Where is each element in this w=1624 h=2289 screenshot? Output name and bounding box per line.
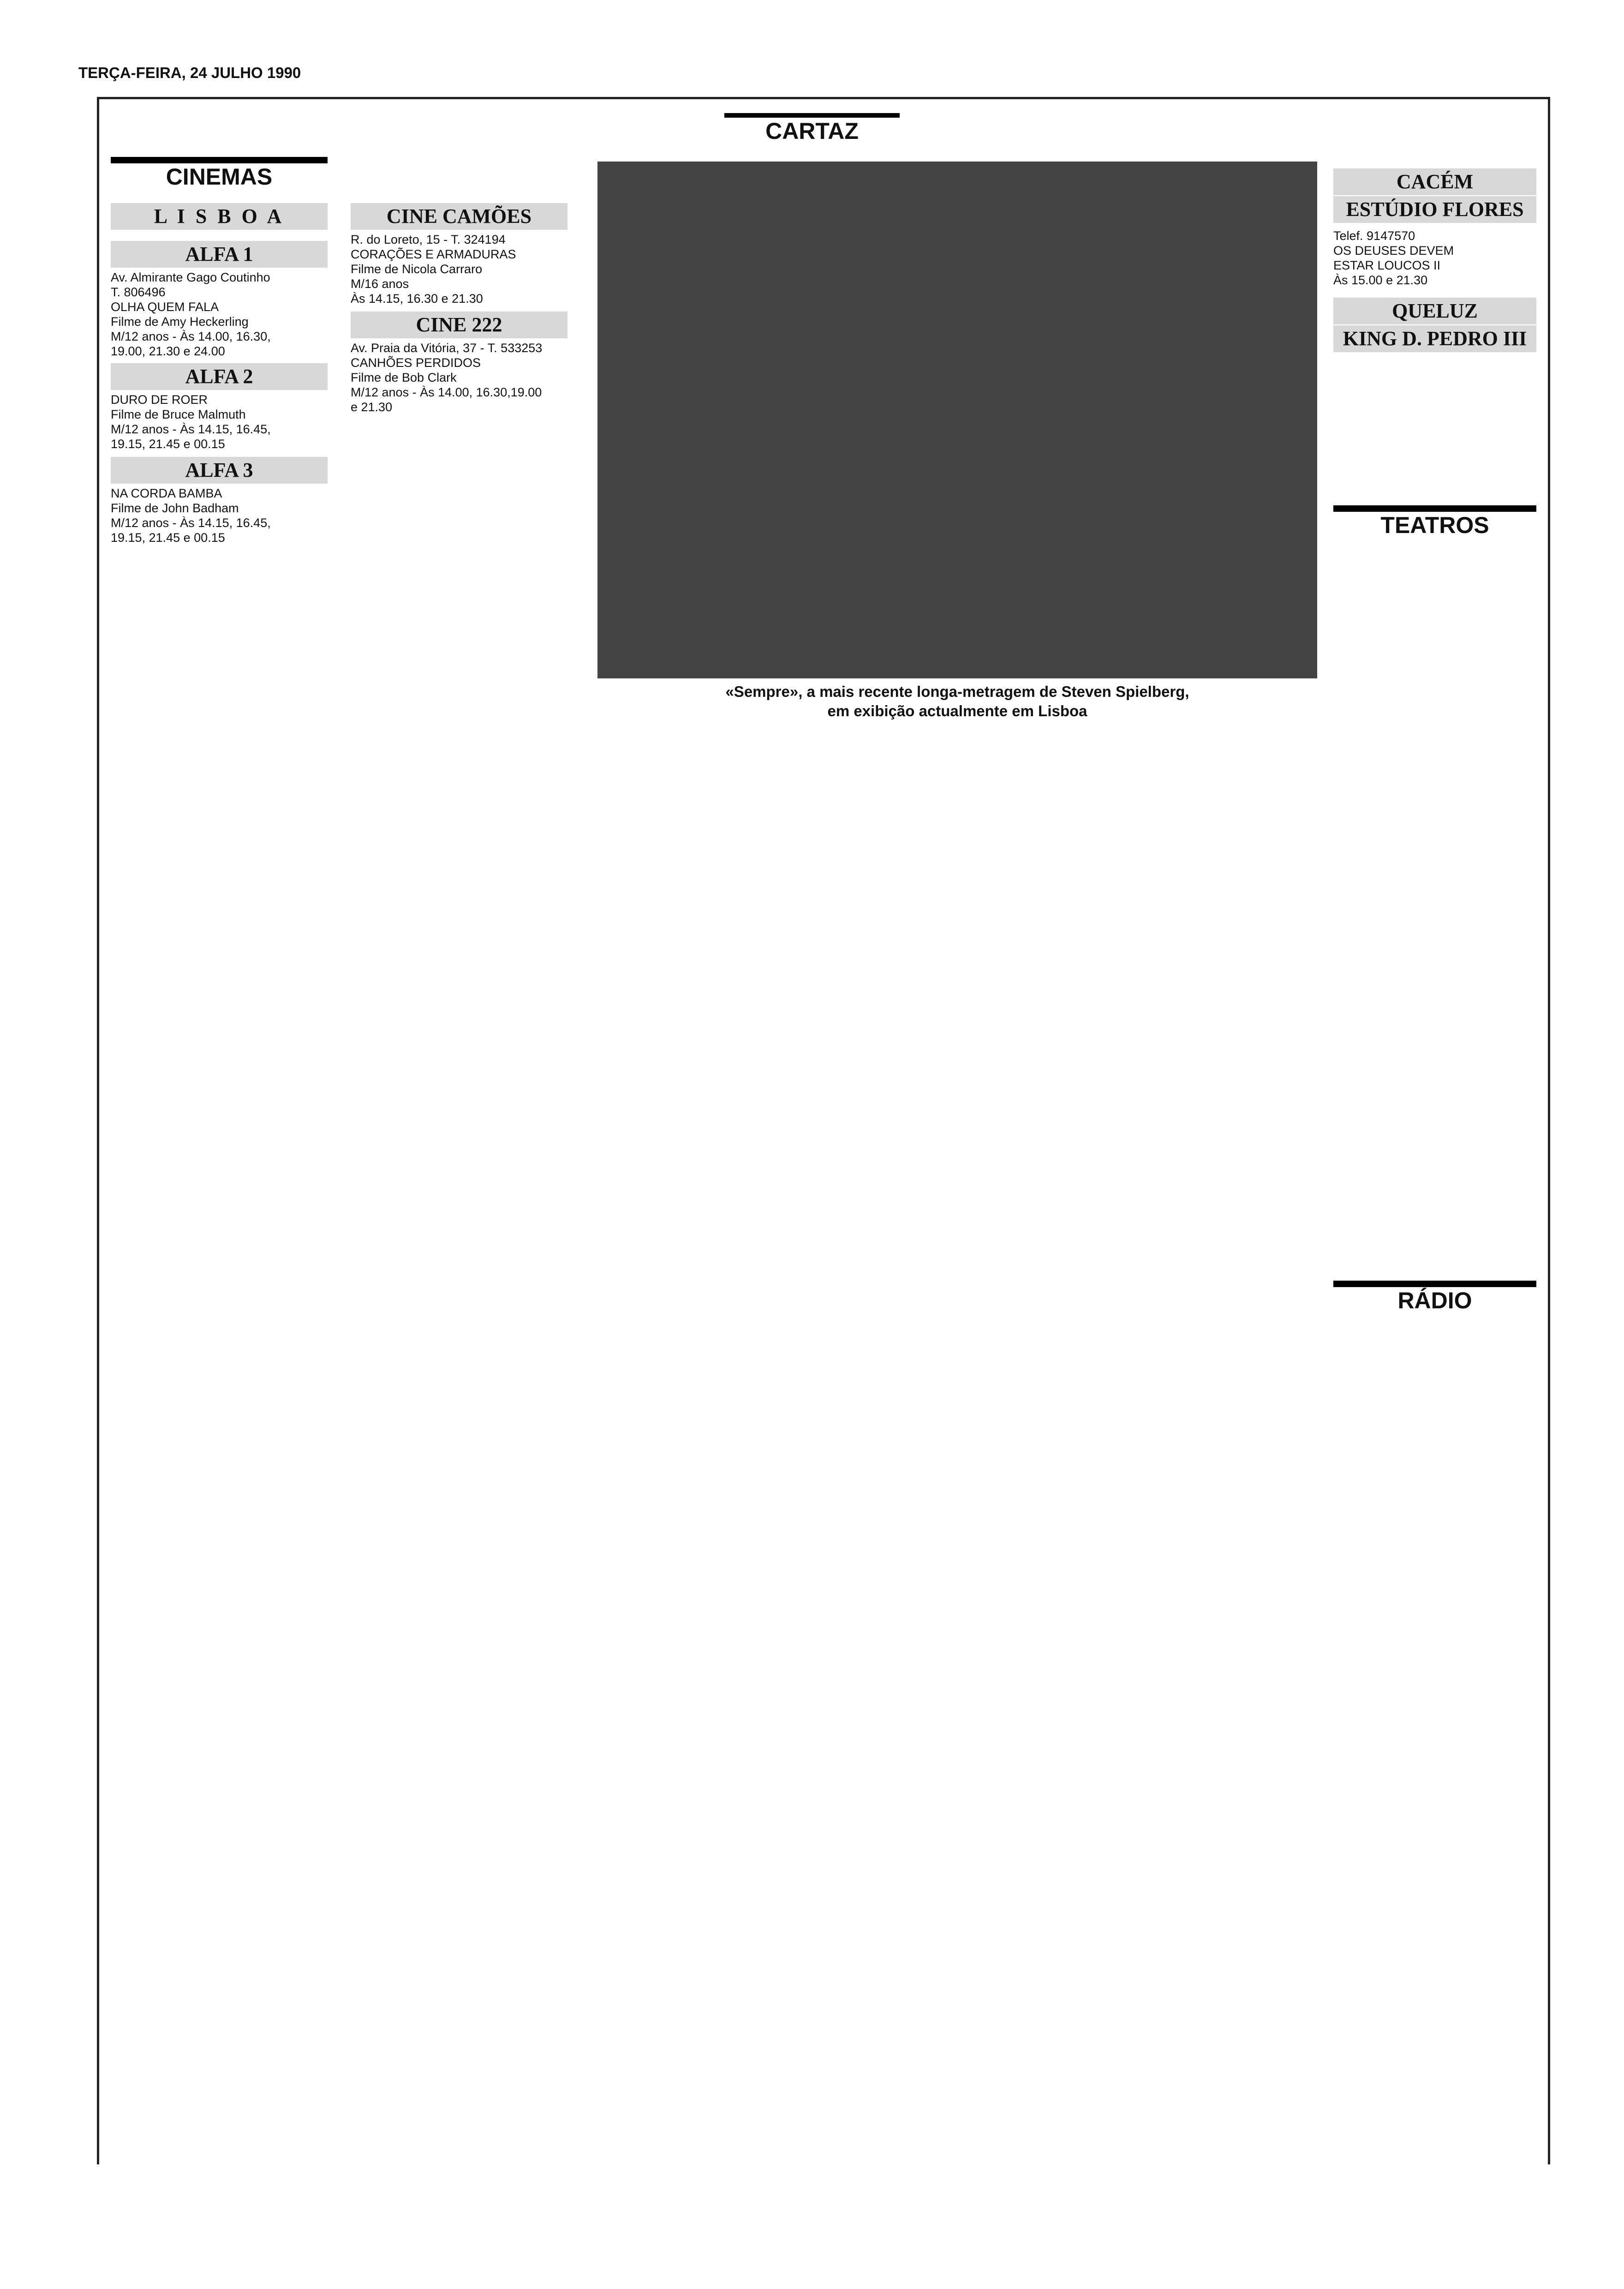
cinema-listing: NA CORDA BAMBA Filme de John Badham M/12 anos - Às 14.15, 16.45, 19.15, 21.45 e 00.15	[111, 486, 271, 545]
teatros-title: TEATROS	[1333, 505, 1536, 539]
cinema-name: CINE CAMÕES	[351, 203, 567, 230]
cinema-listing: Av. Praia da Vitória, 37 - T. 533253 CANHÕES PERDIDOS Filme de Bob Clark M/12 anos - Às 14.00, 16.30,19.00 e 21.30	[351, 341, 543, 414]
cinemas-title: CINEMAS	[111, 157, 328, 190]
frame-top	[97, 97, 1550, 99]
cinema-name: KING D. PEDRO III	[1333, 325, 1536, 352]
cinema-name: ALFA 3	[111, 457, 328, 484]
frame-left	[97, 97, 99, 2164]
cinema-listing: Av. Almirante Gago Coutinho T. 806496 OLHA QUEM FALA Filme de Amy Heckerling M/12 anos - Às 14.00, 16.30, 19.00, 21.30 e 24.00	[111, 270, 271, 358]
photo-caption: «Sempre», a mais recente longa-metragem de Steven Spielberg, em exibição actualmente em Lisboa	[725, 683, 1189, 719]
section-title: CARTAZ	[724, 113, 900, 144]
location-name: QUELUZ	[1333, 298, 1536, 324]
frame-right	[1548, 97, 1550, 2164]
cinema-listing: DURO DE ROER Filme de Bruce Malmuth M/12 anos - Às 14.15, 16.45, 19.15, 21.45 e 00.15	[111, 393, 271, 451]
cinema-name: ESTÚDIO FLORES	[1333, 196, 1536, 223]
cinema-listing: R. do Loreto, 15 - T. 324194 CORAÇÕES E ARMADURAS Filme de Nicola Carraro M/16 anos Às 14.15, 16.30 e 21.30	[351, 233, 516, 306]
cinema-name: ALFA 2	[111, 363, 328, 390]
lisboa-band: L I S B O A	[111, 203, 328, 230]
cinema-name: CINE 222	[351, 312, 567, 338]
radio-title: RÁDIO	[1333, 1281, 1536, 1314]
film-still-photo	[597, 162, 1317, 678]
location-name: CACÉM	[1333, 168, 1536, 195]
cinema-listing: Telef. 9147570 OS DEUSES DEVEM ESTAR LOUCOS II Às 15.00 e 21.30	[1333, 229, 1454, 287]
cinema-name: ALFA 1	[111, 241, 328, 268]
issue-date: TERÇA-FEIRA, 24 JULHO 1990	[78, 64, 301, 81]
